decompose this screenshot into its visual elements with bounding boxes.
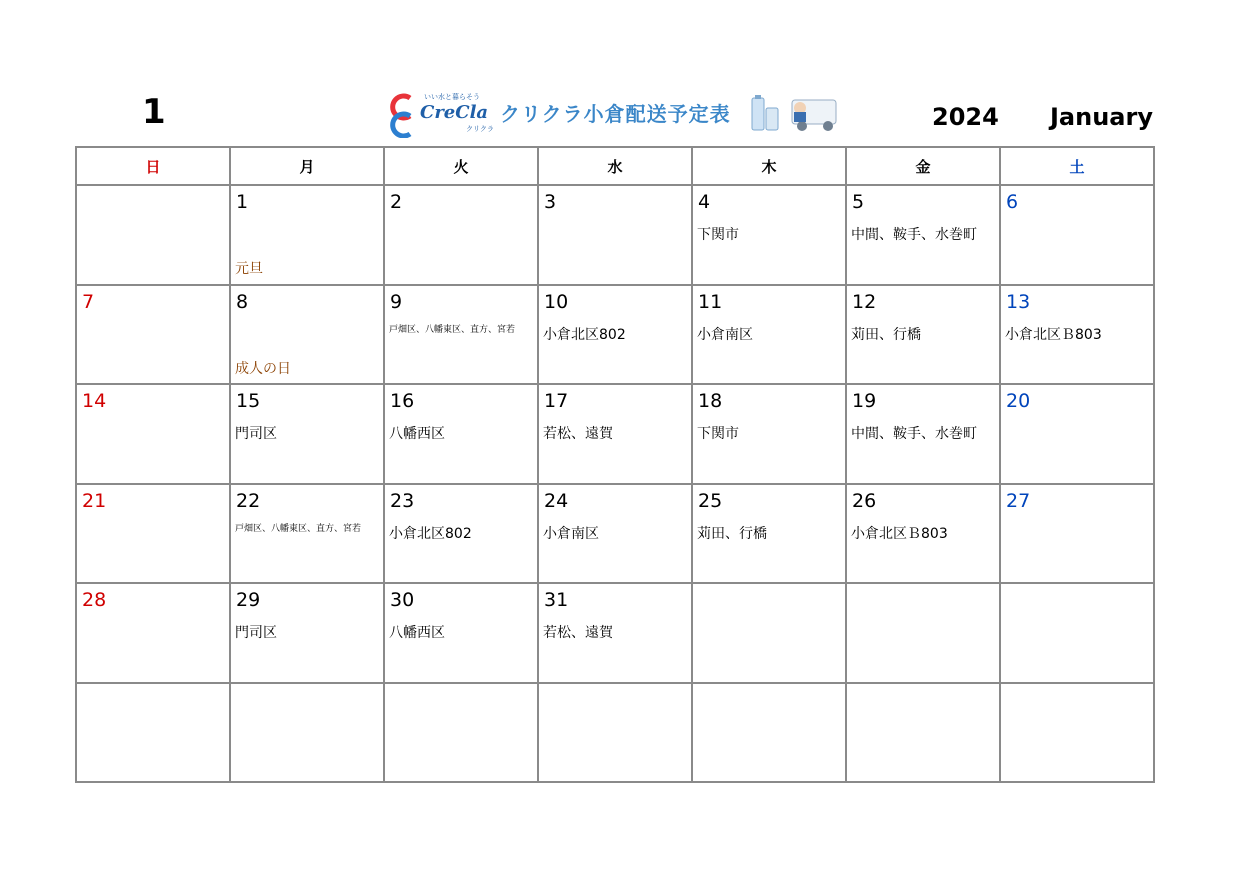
day-cell	[538, 384, 692, 484]
holiday-label: 元旦	[235, 261, 263, 277]
week-row	[76, 285, 1154, 385]
day-cell	[846, 384, 1000, 484]
day-cell	[384, 583, 538, 683]
delivery-area: 八幡西区	[389, 426, 445, 442]
week-row	[76, 683, 1154, 783]
logo-brand: CreCla	[420, 102, 489, 123]
day-number: 11	[698, 290, 723, 313]
month-number: 1	[142, 92, 166, 132]
day-number: 8	[236, 290, 249, 313]
day-cell	[1000, 384, 1154, 484]
logo-brand-kana: クリクラ	[466, 125, 494, 133]
day-cell	[692, 384, 846, 484]
delivery-area: 戸畑区、八幡東区、直方、宮若	[235, 523, 362, 534]
day-cell	[230, 384, 384, 484]
weekday-monday: 月	[230, 147, 384, 185]
day-number: 14	[82, 390, 107, 412]
day-number: 20	[1006, 390, 1031, 412]
day-cell	[230, 583, 384, 683]
day-cell	[692, 185, 846, 285]
day-cell	[230, 185, 384, 285]
day-number: 15	[236, 390, 261, 412]
delivery-area: 門司区	[235, 426, 277, 442]
day-cell	[846, 285, 1000, 385]
delivery-area: 戸畑区、八幡東区、直方、宮若	[389, 324, 516, 335]
delivery-area: 下関市	[697, 426, 739, 442]
delivery-area: 小倉南区	[697, 326, 753, 343]
day-cell	[76, 384, 230, 484]
day-number: 10	[544, 290, 569, 313]
day-cell	[384, 683, 538, 783]
day-number: 30	[390, 589, 415, 611]
delivery-area: 中間、鞍手、水巻町	[851, 227, 977, 243]
day-number: 27	[1006, 489, 1031, 512]
day-cell	[76, 185, 230, 285]
day-cell	[76, 484, 230, 584]
day-cell	[846, 583, 1000, 683]
day-number: 16	[390, 390, 415, 412]
delivery-area: 小倉北区Ｂ803	[1005, 326, 1102, 343]
day-cell	[384, 484, 538, 584]
delivery-area: 若松、遠賀	[543, 625, 613, 641]
crecla-logo	[386, 92, 846, 138]
day-number: 23	[390, 489, 415, 512]
logo-tagline: いい水と暮らそう	[424, 93, 480, 101]
delivery-area: 中間、鞍手、水巻町	[851, 426, 977, 442]
day-cell	[692, 583, 846, 683]
day-number: 7	[82, 290, 95, 313]
day-number: 22	[236, 489, 261, 512]
day-cell	[538, 583, 692, 683]
day-cell	[76, 683, 230, 783]
day-number: 18	[698, 390, 723, 412]
delivery-area: 門司区	[235, 625, 277, 641]
logo-title: クリクラ小倉配送予定表	[500, 102, 731, 126]
weekday-wednesday: 水	[538, 147, 692, 185]
year: 2024	[932, 103, 999, 131]
delivery-area: 下関市	[697, 227, 739, 243]
day-number: 29	[236, 589, 261, 611]
weekday-header-row	[76, 147, 1154, 185]
day-number: 19	[852, 390, 877, 412]
day-cell	[1000, 484, 1154, 584]
day-cell	[692, 285, 846, 385]
day-cell	[230, 683, 384, 783]
week-row	[76, 185, 1154, 285]
day-number: 12	[852, 290, 877, 313]
delivery-area: 小倉北区802	[543, 326, 626, 343]
day-cell	[1000, 683, 1154, 783]
day-cell	[384, 285, 538, 385]
weekday-saturday: 土	[1000, 147, 1154, 185]
weekday-friday: 金	[846, 147, 1000, 185]
day-cell	[384, 384, 538, 484]
delivery-truck-icon	[786, 94, 842, 134]
day-cell	[846, 484, 1000, 584]
delivery-area: 苅田、行橋	[697, 525, 767, 542]
day-cell	[76, 285, 230, 385]
crecla-c-logo-icon	[386, 92, 416, 138]
delivery-area: 若松、遠賀	[543, 426, 613, 442]
day-cell	[692, 484, 846, 584]
week-row	[76, 384, 1154, 484]
day-cell	[692, 683, 846, 783]
day-cell	[846, 185, 1000, 285]
day-cell	[230, 285, 384, 385]
day-cell	[538, 185, 692, 285]
day-number: 2	[390, 191, 403, 213]
day-number: 4	[698, 191, 711, 213]
water-bottle-icon	[748, 94, 784, 134]
day-number: 17	[544, 390, 569, 412]
day-number: 24	[544, 489, 569, 512]
day-cell	[1000, 583, 1154, 683]
day-cell	[1000, 185, 1154, 285]
day-cell	[538, 285, 692, 385]
day-number: 6	[1006, 191, 1019, 213]
calendar-grid	[75, 146, 1155, 783]
day-cell	[846, 683, 1000, 783]
day-number: 21	[82, 489, 107, 512]
delivery-area: 小倉北区Ｂ803	[851, 525, 948, 542]
day-cell	[1000, 285, 1154, 385]
day-number: 1	[236, 191, 249, 213]
day-cell	[76, 583, 230, 683]
day-number: 26	[852, 489, 877, 512]
day-number: 28	[82, 589, 107, 611]
holiday-label: 成人の日	[235, 360, 291, 377]
day-cell	[384, 185, 538, 285]
day-cell	[230, 484, 384, 584]
weekday-tuesday: 火	[384, 147, 538, 185]
day-number: 3	[544, 191, 557, 213]
day-number: 5	[852, 191, 865, 213]
day-number: 13	[1006, 290, 1031, 313]
day-cell	[538, 683, 692, 783]
month-name: January	[1050, 103, 1153, 131]
day-number: 9	[390, 290, 403, 313]
day-number: 31	[544, 589, 569, 611]
delivery-area: 苅田、行橋	[851, 326, 921, 343]
day-number: 25	[698, 489, 723, 512]
delivery-area: 小倉北区802	[389, 525, 472, 542]
day-cell	[538, 484, 692, 584]
weekday-thursday: 木	[692, 147, 846, 185]
delivery-area: 八幡西区	[389, 625, 445, 641]
delivery-area: 小倉南区	[543, 525, 599, 542]
week-row	[76, 484, 1154, 584]
week-row	[76, 583, 1154, 683]
weekday-sunday: 日	[76, 147, 230, 185]
